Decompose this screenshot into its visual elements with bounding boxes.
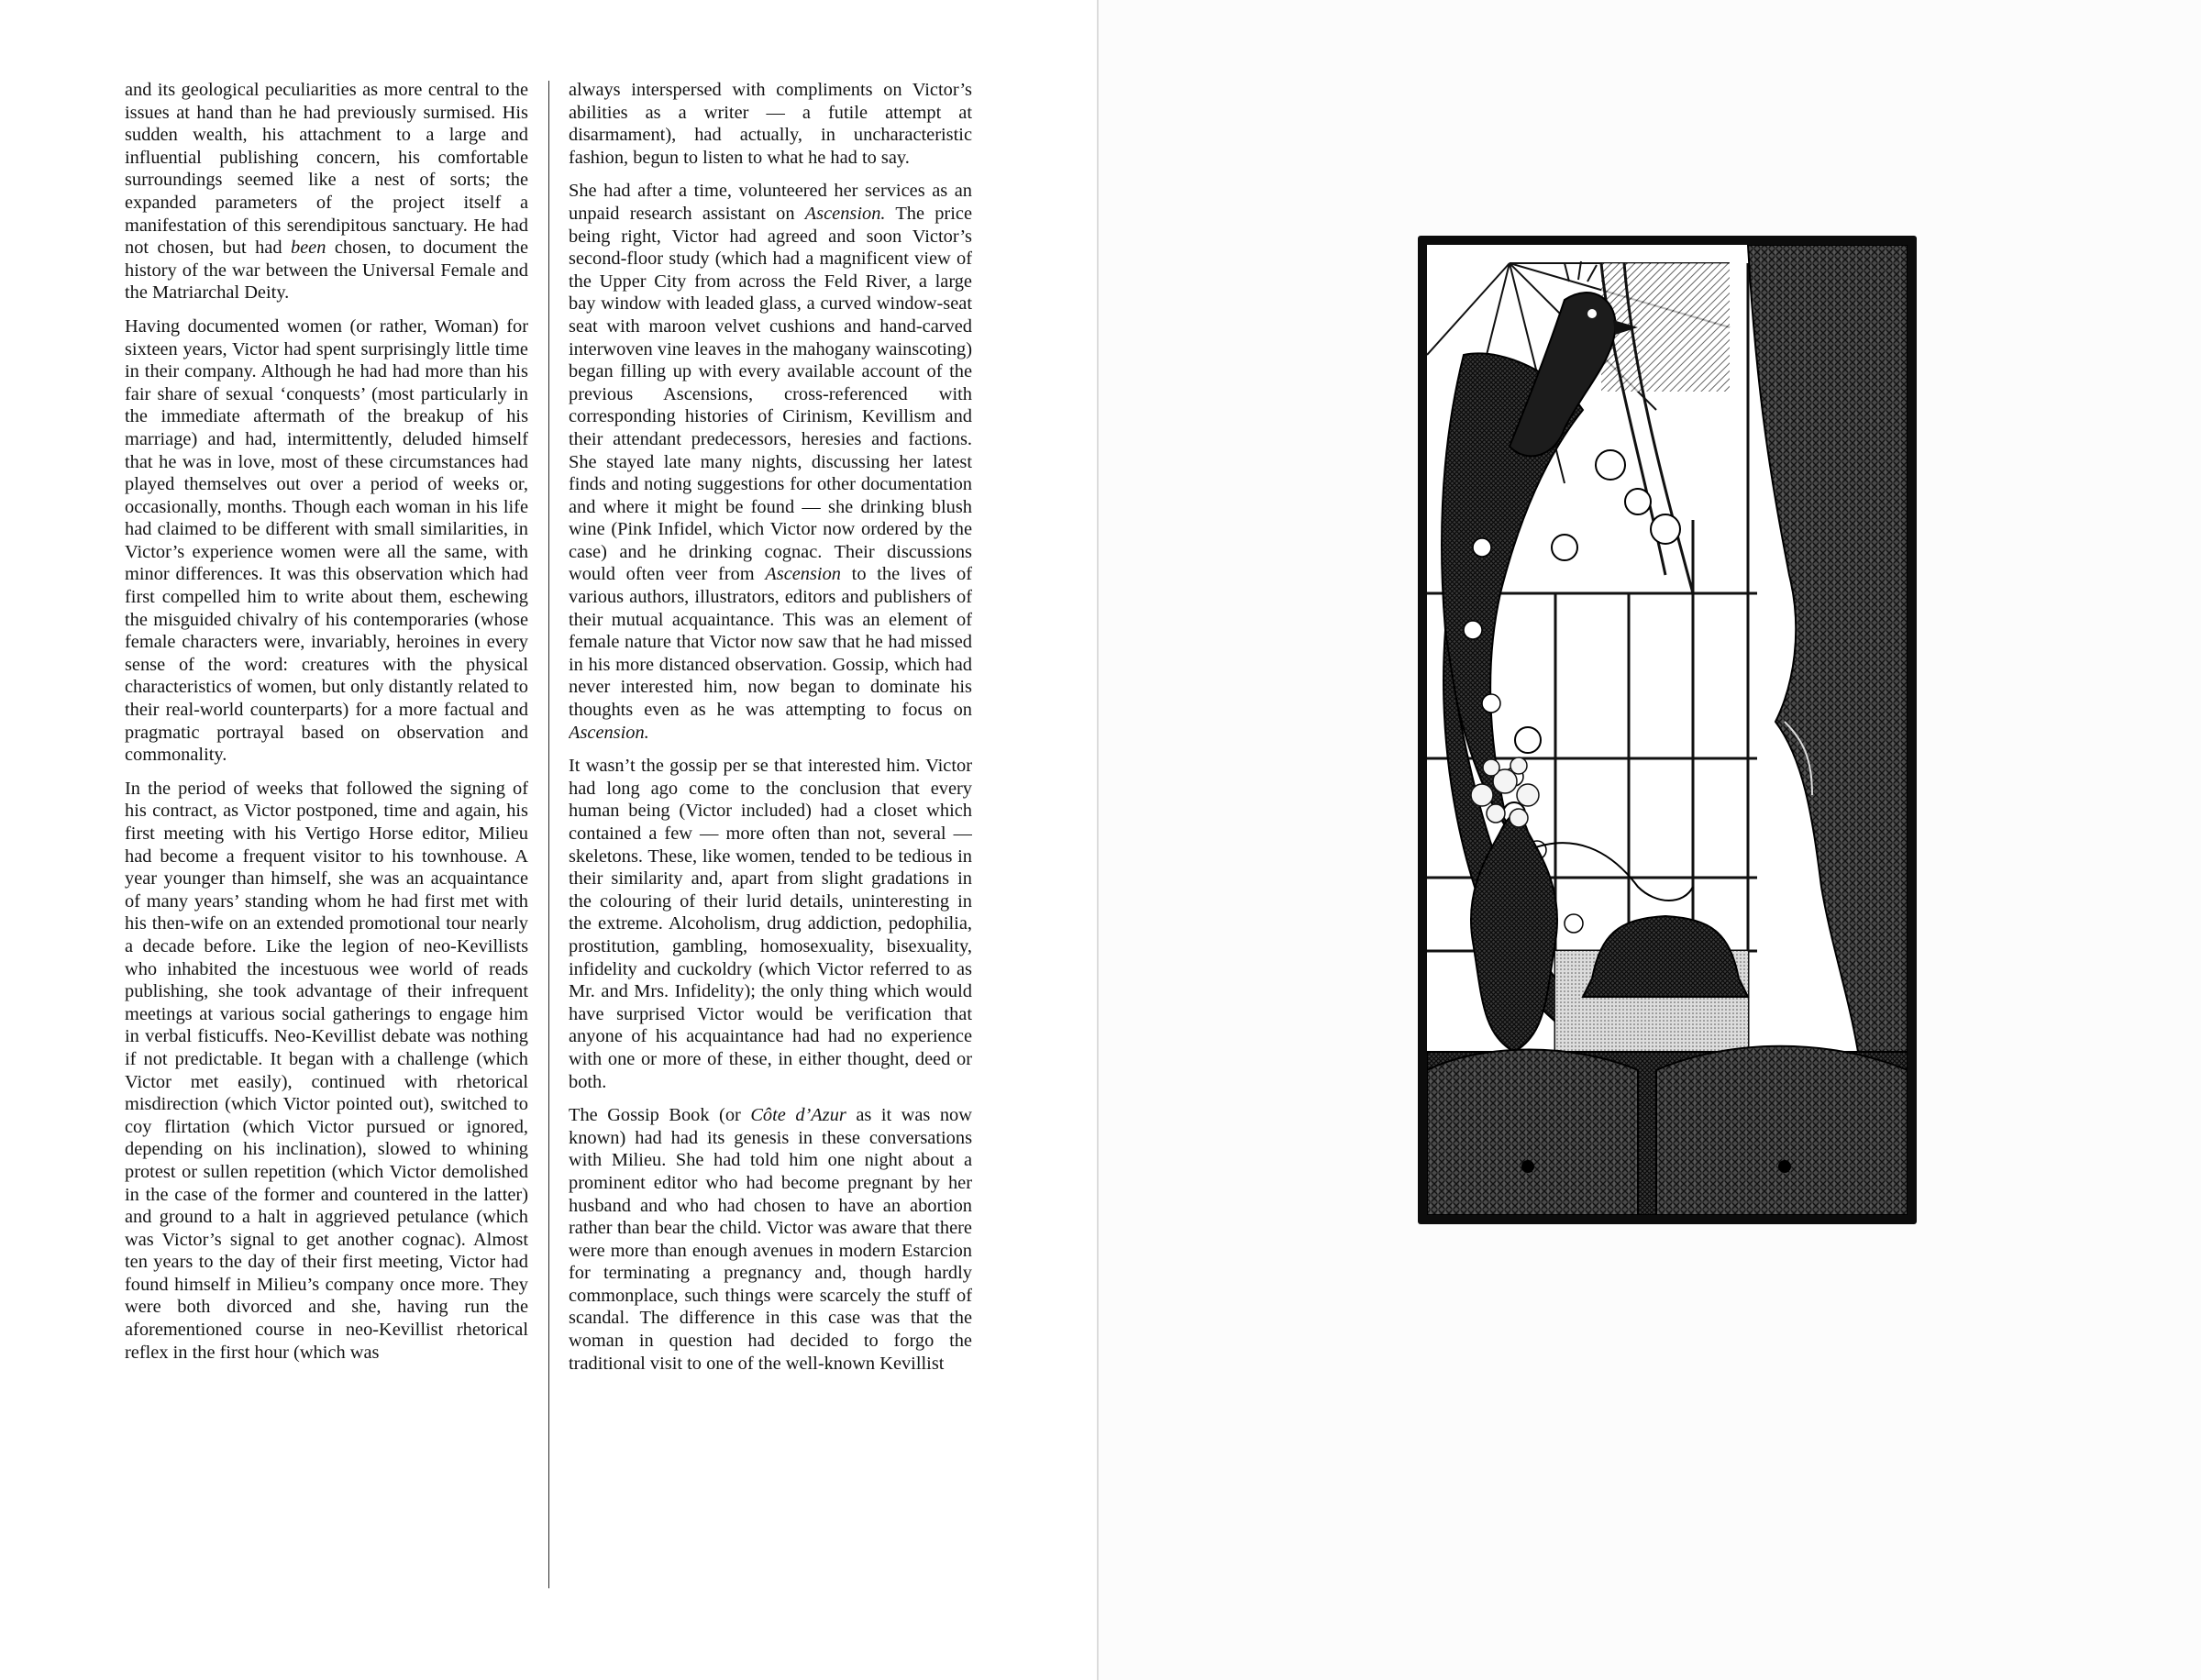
paragraph: always interspersed with compliments on Victor’s abilities as a writer — a futile attempt at disarmament), had actually, in uncharacteristic fashion, begun to listen to what he had to say. [569,80,972,168]
paragraph: It wasn’t the gossip per se that interested him. Victor had long ago come to the conclusion that every human being (Victor included) had a closet which contained a few — more often than not, several — skeletons. These, like women, tended to be tedious in their similarity and, apart from slight gradations in the colouring of their lurid details, uninteresting in the extreme. Alcoholism, drug addiction, pedophilia, prostitution, gambling, homosexuality, bisexuality, infidelity and cuckoldry (which Victor referred to as Mr. and Mrs. Infidelity); the only thing which would have surprised Victor would be verification that anyone of his acquaintance had had no experience with one or more of these, in either thought, deed or both. [569,756,972,1092]
text-column-right [569,79,972,1590]
book-title-emphasis: Ascension. [804,203,886,224]
book-title-emphasis: Ascension [765,564,841,585]
paragraph-text: and its geological peculiarities as more central to the issues at hand than he had previously surmised. His sudden wealth, his attachment to a large and influential publishing concern, his comfortable surroundings seemed like a nest of sorts; the expanded parameters of the project itself a manifestation of this serendipitous sanctuary. He had not chosen, but had [125,80,528,259]
window-seat-cushions [1427,1046,1908,1215]
paragraph-text: The price being right, Victor had agreed and soon Victor’s second-floor study (which had a magnificent view of the Upper City from across the Feld River, a large bay window with leaded glass, a curved window-seat seat with maroon velvet cushions and hand-carved interwoven vine leaves in the mahogany wainscoting) began filling up with every available account of the previous Ascensions, cross-referenced with corresponding histories of Cirinism, Kevillism and their attendant predecessors, heresies and factions. She stayed late many nights, discussing her latest finds and noting suggestions for other documentation and where it might be found — she drinking blush wine (Pink Infidel, which Victor now ordered by the case) and he drinking cognac. Their discussions would often veer from [569,203,972,585]
text-column-left [125,79,528,1590]
paragraph-text: The Gossip Book (or [569,1105,751,1126]
paragraph-text: to the lives of various authors, illustrators, editors and publishers of their mutual acquaintance. This was an element of female nature that Victor now saw that he had missed in his more distanced observation. Gossip, which had never interested him, now began to dominate his thoughts even as he was attempting to focus on [569,564,972,721]
column-divider [548,81,549,1588]
paragraph-text: as it was now known) had had its genesis in these conversations with Milieu. She had told him one night about a prominent editor who had become pregnant by her husband and who had chosen to have an abortion rather than bear the child. Victor was aware that there were more than enough avenues in modern Estarcion for terminating a pregnancy and, though hardly commonplace, such things were scarcely the stuff of scandal. The difference in this case was that the woman in question had decided to forgo the traditional visit to one of the well-known Kevillist [569,1105,972,1374]
emphasis: been [290,238,326,259]
paragraph: Having documented women (or rather, Woman) for sixteen years, Victor had spent surprisingly little time in their company. Although he had had more than his fair share of sexual ‘conquests’ (most particularly in the immediate aftermath of the breakup of his marriage) and had, intermittently, deluded himself that he was in love, most of these circumstances had played themselves out over a period of weeks or, occasionally, months. Though each woman in his life had claimed to be different with small similarities, in Victor’s experience women were all the same, with minor differences. It was this observation which had first compelled him to write about them, eschewing the misguided chivalry of his contemporaries (whose female characters were, invariably, heroines in every sense of the word: creatures with the physical characteristics of women, but only distantly related to their real-world counterparts) for a more factual and pragmatic portrayal based on observation and commonality. [125,315,528,766]
book-title-emphasis: Côte d’Azur [750,1105,846,1126]
paragraph [125,79,528,304]
page-gutter [1097,0,1099,1680]
paragraph-text: chosen, to document the history of the war between the Universal Female and the Matriarchal Deity. [125,238,528,304]
paragraph [569,1104,972,1375]
book-title-emphasis: Ascension. [569,722,649,743]
paragraph [569,180,972,744]
peacock-eye [1587,309,1597,318]
paragraph: In the period of weeks that followed the signing of his contract, as Victor postponed, time and again, his first meeting with his Vertigo Horse editor, Milieu had become a frequent visitor to his townhouse. A year younger than himself, she was an acquaintance of many years’ standing whom he had first met with his then-wife on an extended promotional tour nearly a decade before. Like the legion of neo-Kevillists who inhabited the incestuous wee world of reads publishing, she took advantage of their infrequent meetings at various social gatherings to engage him in verbal fisticuffs. Neo-Kevillist debate was nothing if not predictable. It began with a challenge (which Victor met easily), continued with rhetorical misdirection (which Victor pointed out), switched to coy flirtation (which Victor pursued or ignored, depending on his inclination), slowed to whining protest or sullen repetition (which Victor demolished in the case of the former and countered in the latter) and ground to a halt in aggrieved petulance (which was Victor’s signal to get another cognac). Almost ten years to the day of their first meeting, Victor had found himself in Milieu’s company once more. They were both divorced and she, having run the aforementioned course in neo-Kevillist rhetorical reflex in the first hour (which was [125,778,528,1363]
paragraph-text: She had after a time, volunteered her services as an unpaid research assistant on [569,181,972,224]
peacock-window-illustration [1418,236,1917,1224]
illustration-art [1427,245,1908,1215]
